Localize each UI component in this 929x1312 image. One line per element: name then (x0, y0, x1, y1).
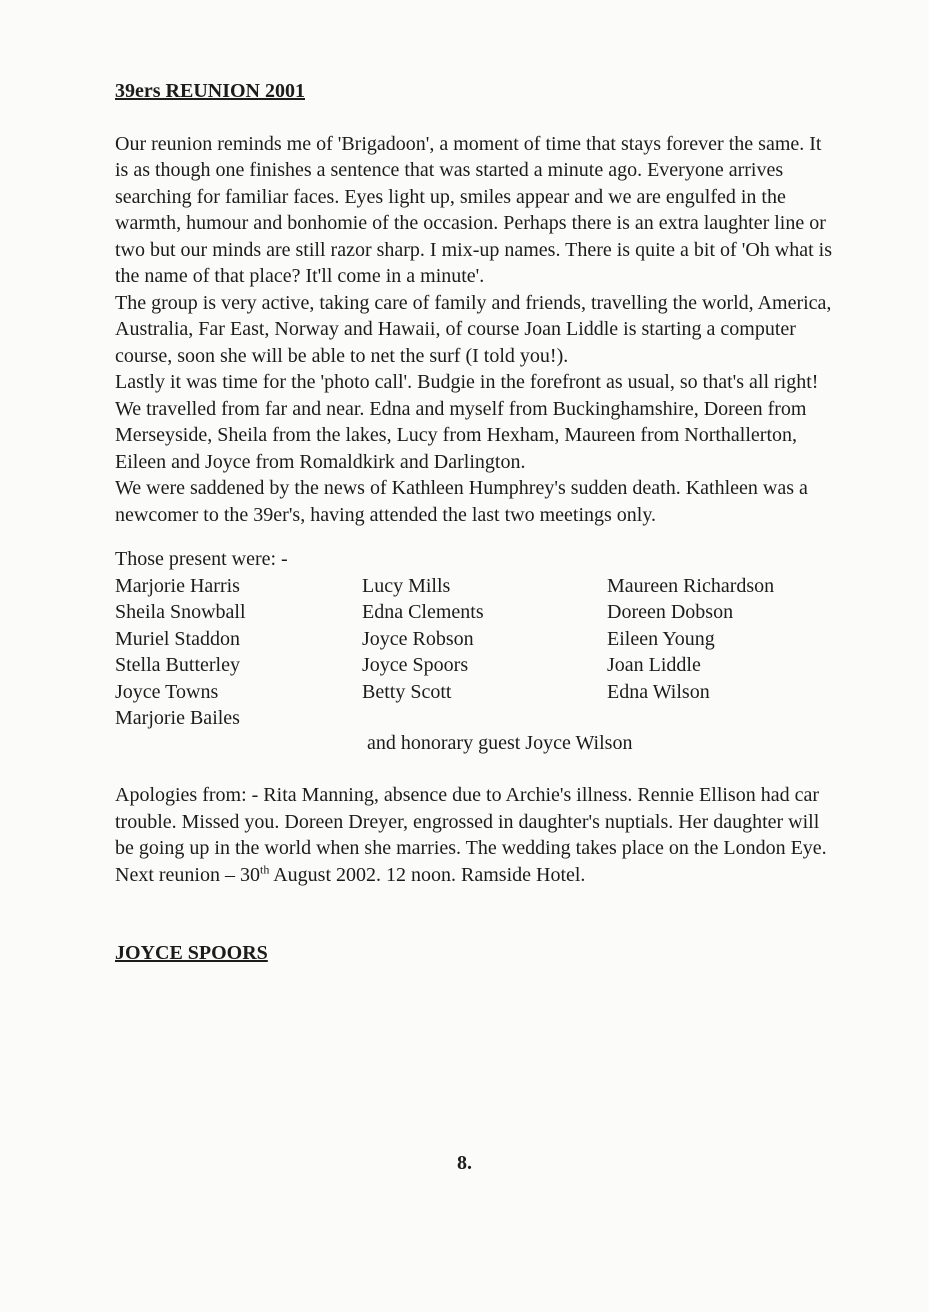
paragraph-apologies: Apologies from: - Rita Manning, absence due to Archie's illness. Rennie Ellison had car trouble. Missed you. Doreen Dreyer, engrossed in daughter's nuptials. Her daughter will be going up in the world when she marries. The wedding takes place on the London Eye. (115, 784, 827, 859)
attendee-name: Doreen Dobson (607, 601, 734, 623)
next-reunion-ordinal: th (259, 861, 270, 876)
attendee-name: Joyce Robson (362, 627, 474, 650)
article (115, 78, 835, 967)
attendee-name: Joyce Spoors (362, 654, 469, 676)
attendee-name: Marjorie Harris (115, 574, 240, 597)
present-label: Those present were: - (115, 548, 288, 570)
paragraph-photo-call: Lastly it was time for the 'photo call'. Budgie in the forefront as usual, so that's all right! (115, 371, 819, 393)
attendee-name: Sheila Snowball (115, 601, 246, 623)
attendee-name: Joyce Towns (115, 680, 219, 703)
attendee-name: Edna Clements (362, 601, 484, 623)
paragraph-travel: We travelled from far and near. Edna and myself from Buckinghamshire, Doreen from Merseyside, Sheila from the lakes, Lucy from Hexham, Maureen from Northallerton, Eileen and Joyce from Romaldkirk and Darlington. (115, 397, 807, 473)
attendee-name: Edna Wilson (607, 680, 710, 703)
page-number: 8. (457, 1152, 472, 1174)
next-reunion (115, 862, 835, 889)
attendee-name: Muriel Staddon (115, 627, 240, 650)
paragraph-activities: The group is very active, taking care of family and friends, travelling the world, America, Australia, Far East, Norway and Hawaii, of course Joan Liddle is starting a computer course, soon she will be able to net the surf (I told you!). (115, 291, 832, 367)
author-signature: JOYCE SPOORS (115, 942, 268, 964)
attendee-name: Lucy Mills (362, 574, 451, 597)
honorary-guest: and honorary guest Joyce Wilson (367, 731, 633, 754)
attendee-name: Marjorie Bailes (115, 707, 240, 729)
paragraph-intro: Our reunion reminds me of 'Brigadoon', a moment of time that stays forever the same. It is as though one finishes a sentence that was started a minute ago. Everyone arrives searching for familiar faces. Eyes light up, smiles appear and we are engulfed in the warmth, humour and bonhomie of the occasion. Perhaps there is an extra laughter line or two but our minds are still razor sharp. I mix-up names. There is quite a bit of 'Oh what is the name of that place? It'll come in a minute'. (115, 132, 832, 287)
attendee-name: Maureen Richardson (607, 574, 775, 597)
article-title: 39ers REUNION 2001 (115, 80, 305, 102)
attendee-column-2 (362, 573, 607, 732)
attendee-list (115, 573, 835, 732)
attendee-name: Joan Liddle (607, 654, 701, 676)
attendee-name: Stella Butterley (115, 654, 240, 676)
attendee-column-3 (607, 573, 835, 732)
attendee-column-1 (115, 573, 362, 732)
attendee-name: Eileen Young (607, 627, 715, 650)
next-reunion-prefix: Next reunion – 30 (115, 863, 260, 886)
next-reunion-details: August 2002. 12 noon. Ramside Hotel. (269, 863, 586, 886)
attendee-name: Betty Scott (362, 680, 452, 703)
paragraph-condolence: We were saddened by the news of Kathleen Humphrey's sudden death. Kathleen was a newcomer to the 39er's, having attended the last two meetings only. (115, 477, 808, 526)
